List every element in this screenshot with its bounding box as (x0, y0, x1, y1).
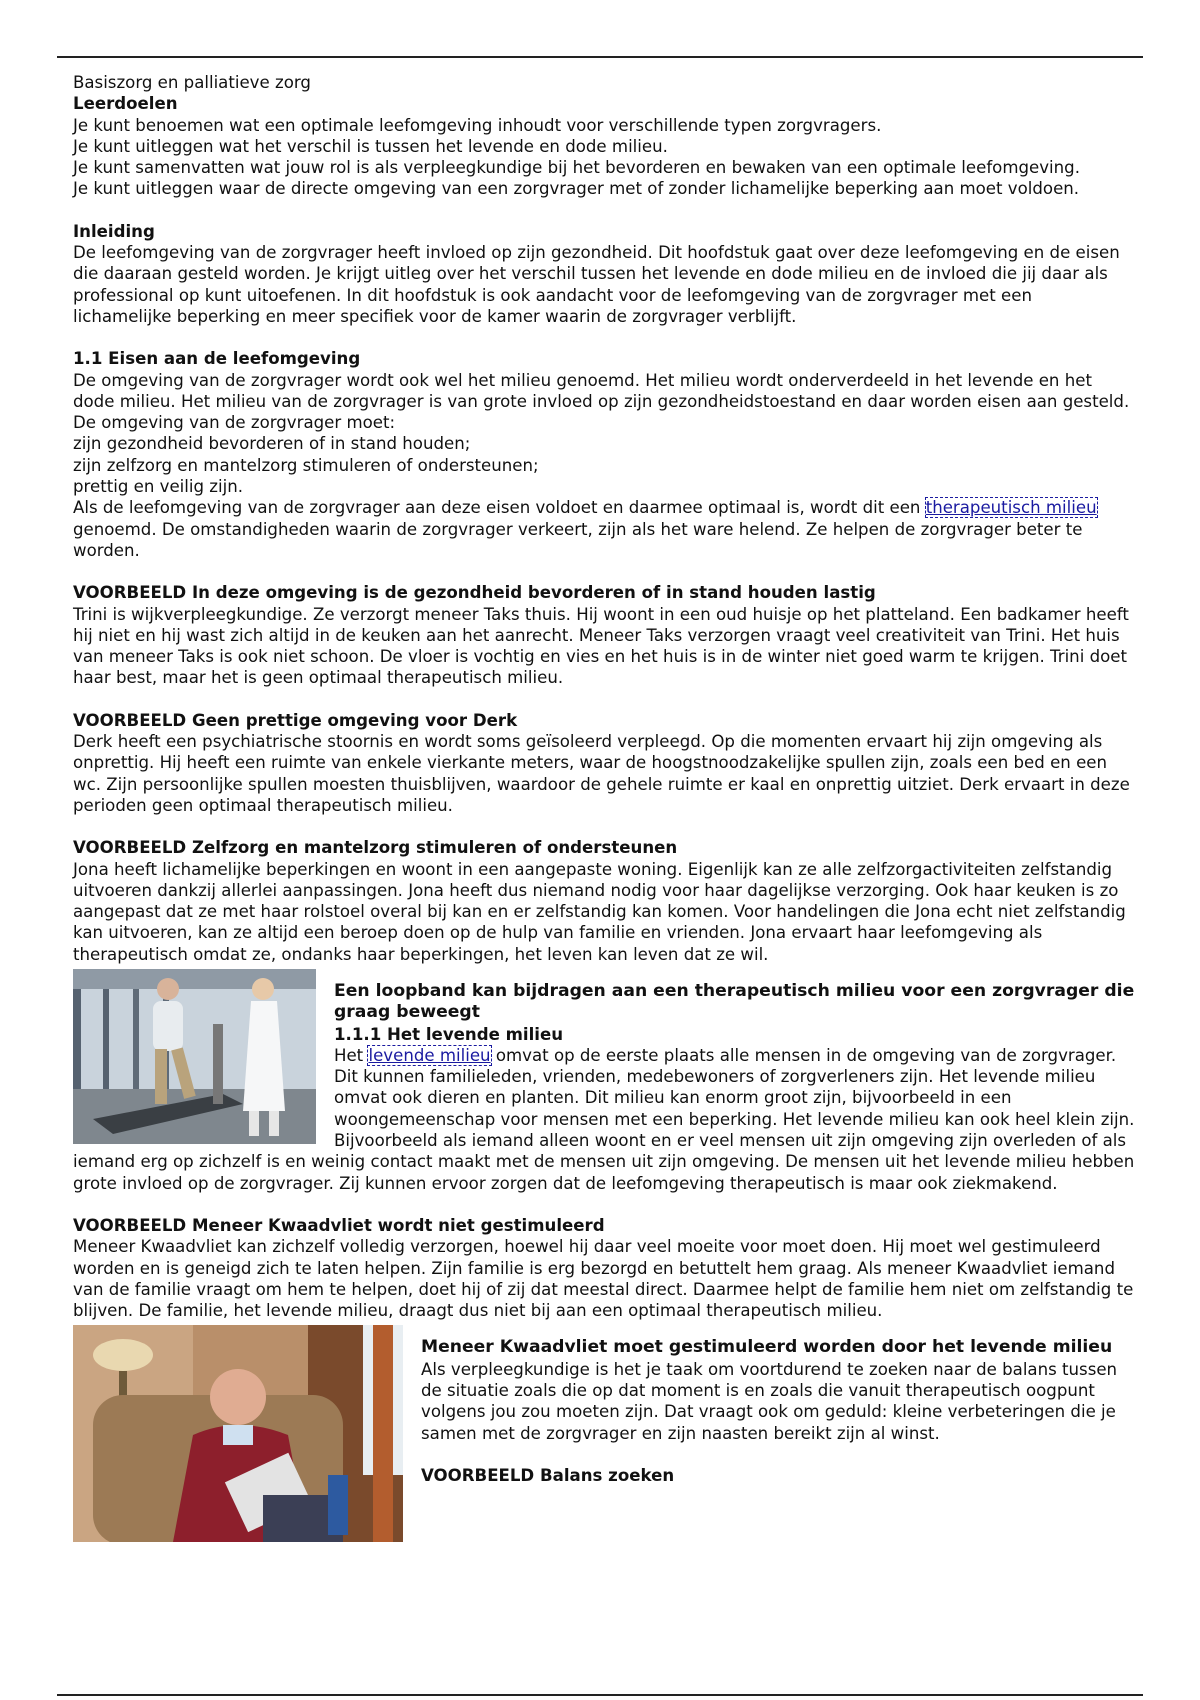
leerdoel-item: Je kunt uitleggen wat het verschil is tussen het levende en dode milieu. (73, 136, 668, 156)
therapeutisch-milieu-link[interactable]: therapeutisch milieu (925, 498, 1097, 518)
outro-text-after: genoemd. De omstandigheden waarin de zorgvrager verkeert, zijn als het ware helend. Ze helpen de zorgvrager beter te worden. (73, 519, 1083, 560)
requirement-item: zijn zelfzorg en mantelzorg stimuleren of ondersteunen; (73, 455, 539, 475)
figure-2-block (73, 1321, 1135, 1544)
section-1-1-outro (73, 497, 1135, 561)
balans-text: Als verpleegkundige is het je taak om voortdurend te zoeken naar de balans tussen de situatie zoals die op dat moment is en zoals die vanuit therapeutisch oogpunt volgens jou zou moeten zijn. Dat vraagt ook om geduld: kleine verbeteringen die je samen met de zorgvrager en zijn naasten bereikt zijn al winst. (421, 1359, 1118, 1443)
treadmill-photo (73, 969, 316, 1144)
requirement-item: prettig en veilig zijn. (73, 477, 244, 497)
elderly-man-photo (73, 1325, 403, 1542)
section-1-1-heading: 1.1 Eisen aan de leefomgeving (73, 349, 361, 369)
bottom-rule (57, 1694, 1143, 1696)
voorbeeld-3-heading: VOORBEELD Zelfzorg en mantelzorg stimuleren of ondersteunen (73, 838, 678, 858)
leerdoel-item: Je kunt samenvatten wat jouw rol is als verpleegkundige bij het bevorderen en bewaken van een optimale leefomgeving. (73, 158, 1080, 178)
inleiding-text: De leefomgeving van de zorgvrager heeft invloed op zijn gezondheid. Dit hoofdstuk gaat over deze leefomgeving en de eisen die daaraan gesteld worden. Je krijgt uitleg over het verschil tussen het levende en dode milieu en de invloed die jij daar als professional op kunt uitoefenen. In dit hoofdstuk is ook aandacht voor de leefomgeving van de zorgvrager met een lichamelijke beperking en meer specifiek voor de kamer waarin de zorgvrager verblijft. (73, 243, 1120, 326)
levend-text-before: Het (334, 1045, 369, 1065)
outro-text-before: Als de leefomgeving van de zorgvrager aan deze eisen voldoet en daarmee optimaal is, wordt dit een (73, 498, 926, 518)
levende-milieu-link[interactable]: levende milieu (368, 1045, 491, 1065)
leerdoel-item: Je kunt benoemen wat een optimale leefomgeving inhoudt voor verschillende typen zorgvragers. (73, 115, 882, 135)
section-1-1-intro: De omgeving van de zorgvrager wordt ook wel het milieu genoemd. Het milieu wordt onderverdeeld in het levende en het dode milieu. Het milieu van de zorgvrager is van grote invloed op zijn gezondheidstoestand en daar worden eisen aan gesteld. De omgeving van de zorgvrager moet: (73, 370, 1130, 433)
leerdoelen-heading: Leerdoelen (73, 94, 178, 114)
document-body (73, 72, 1135, 1544)
figure-1-block (73, 965, 1135, 1194)
voorbeeld-1-text: Trini is wijkverpleegkundige. Ze verzorgt meneer Taks thuis. Hij woont in een oud huisje op het platteland. Een badkamer heeft hij niet en hij wast zich altijd in de keuken aan het aanrecht. Meneer Taks verzorgen vraagt veel creativiteit van Trini. Het huis van meneer Taks is ook niet schoon. De vloer is vochtig en vies en het huis is in de winter niet goed warm te krijgen. Trini doet haar best, maar het is geen optimaal therapeutisch milieu. (73, 604, 1129, 688)
voorbeeld-4-text: Meneer Kwaadvliet kan zichzelf volledig verzorgen, hoewel hij daar veel moeite voor moet doen. Hij moet wel gestimuleerd worden en is geneigd zich te laten helpen. Zijn familie is erg bezorgd en betuttelt hem graag. Als meneer Kwaadvliet iemand van de familie vraagt om hem te helpen, doet hij of zij dat meestal direct. Daarmee helpt de familie hem niet om zelfstandig te blijven. De familie, het levende milieu, draagt dus niet bij aan een optimaal therapeutisch milieu. (73, 1237, 1134, 1321)
voorbeeld-2-text: Derk heeft een psychiatrische stoornis en wordt soms geïsoleerd verpleegd. Op die momenten ervaart hij zijn omgeving als onprettig. Hij heeft een ruimte van enkele vierkante meters, waar de hoogstnoodzakelijke spullen zijn, zoals een bed en een wc. Zijn persoonlijke spullen moesten thuisblijven, waardoor de gehele ruimte er kaal en onprettig uitziet. Derk ervaart in deze perioden geen optimaal therapeutisch milieu. (73, 732, 1130, 815)
running-header: Basiszorg en palliatieve zorg (73, 73, 311, 92)
voorbeeld-3-text: Jona heeft lichamelijke beperkingen en woont in een aangepaste woning. Eigenlijk kan ze alle zelfzorgactiviteiten zelfstandig uitvoeren dankzij allerlei aanpassingen. Jona heeft dus niemand nodig voor haar dagelijkse verzorging. Ook haar keuken is zo aangepast dat ze met haar rolstoel overal bij kan en er zelfstandig kan komen. Voor handelingen die Jona echt niet zelfstandig kan uitvoeren, kan ze altijd een beroep doen op de hulp van familie en vrienden. Jona ervaart haar leefomgeving als therapeutisch omdat ze, ondanks haar beperkingen, het leven kan leven dat ze wil. (73, 859, 1126, 964)
voorbeeld-5-heading: VOORBEELD Balans zoeken (421, 1465, 675, 1485)
levend-text-after: omvat op de eerste plaats alle mensen in de omgeving van de zorgvrager. Dit kunnen familieleden, vrienden, medebewoners of zorgverleners zijn. Het levende milieu omvat ook dieren en planten. Dit milieu kan enorm groot zijn, bijvoorbeeld in een woongemeenschap voor mensen met een beperking. Het levende milieu kan ook heel klein zijn. Bijvoorbeeld als iemand alleen woont en er veel mensen uit zijn omgeving zijn overleden of als iemand erg op zichzelf is en weinig contact maakt met de mensen uit zijn omgeving. De mensen uit het levende milieu hebben grote invloed op de zorgvrager. Zij kunnen ervoor zorgen dat de leefomgeving therapeutisch is maar ook ziekmakend. (73, 1045, 1135, 1193)
voorbeeld-2-heading: VOORBEELD Geen prettige omgeving voor Derk (73, 710, 518, 730)
inleiding-heading: Inleiding (73, 221, 155, 241)
figure-2-caption: Meneer Kwaadvliet moet gestimuleerd worden door het levende milieu (421, 1337, 1113, 1358)
voorbeeld-4-heading: VOORBEELD Meneer Kwaadvliet wordt niet gestimuleerd (73, 1215, 605, 1235)
requirement-item: zijn gezondheid bevorderen of in stand houden; (73, 434, 471, 454)
top-rule (57, 56, 1143, 58)
voorbeeld-1-heading: VOORBEELD In deze omgeving is de gezondheid bevorderen of in stand houden lastig (73, 583, 876, 603)
section-1-1-1-heading: 1.1.1 Het levende milieu (334, 1024, 564, 1044)
leerdoel-item: Je kunt uitleggen waar de directe omgeving van een zorgvrager met of zonder lichamelijke beperking aan moet voldoen. (73, 179, 1080, 199)
figure-1-caption: Een loopband kan bijdragen aan een therapeutisch milieu voor een zorgvrager die graag beweegt (334, 980, 1135, 1023)
